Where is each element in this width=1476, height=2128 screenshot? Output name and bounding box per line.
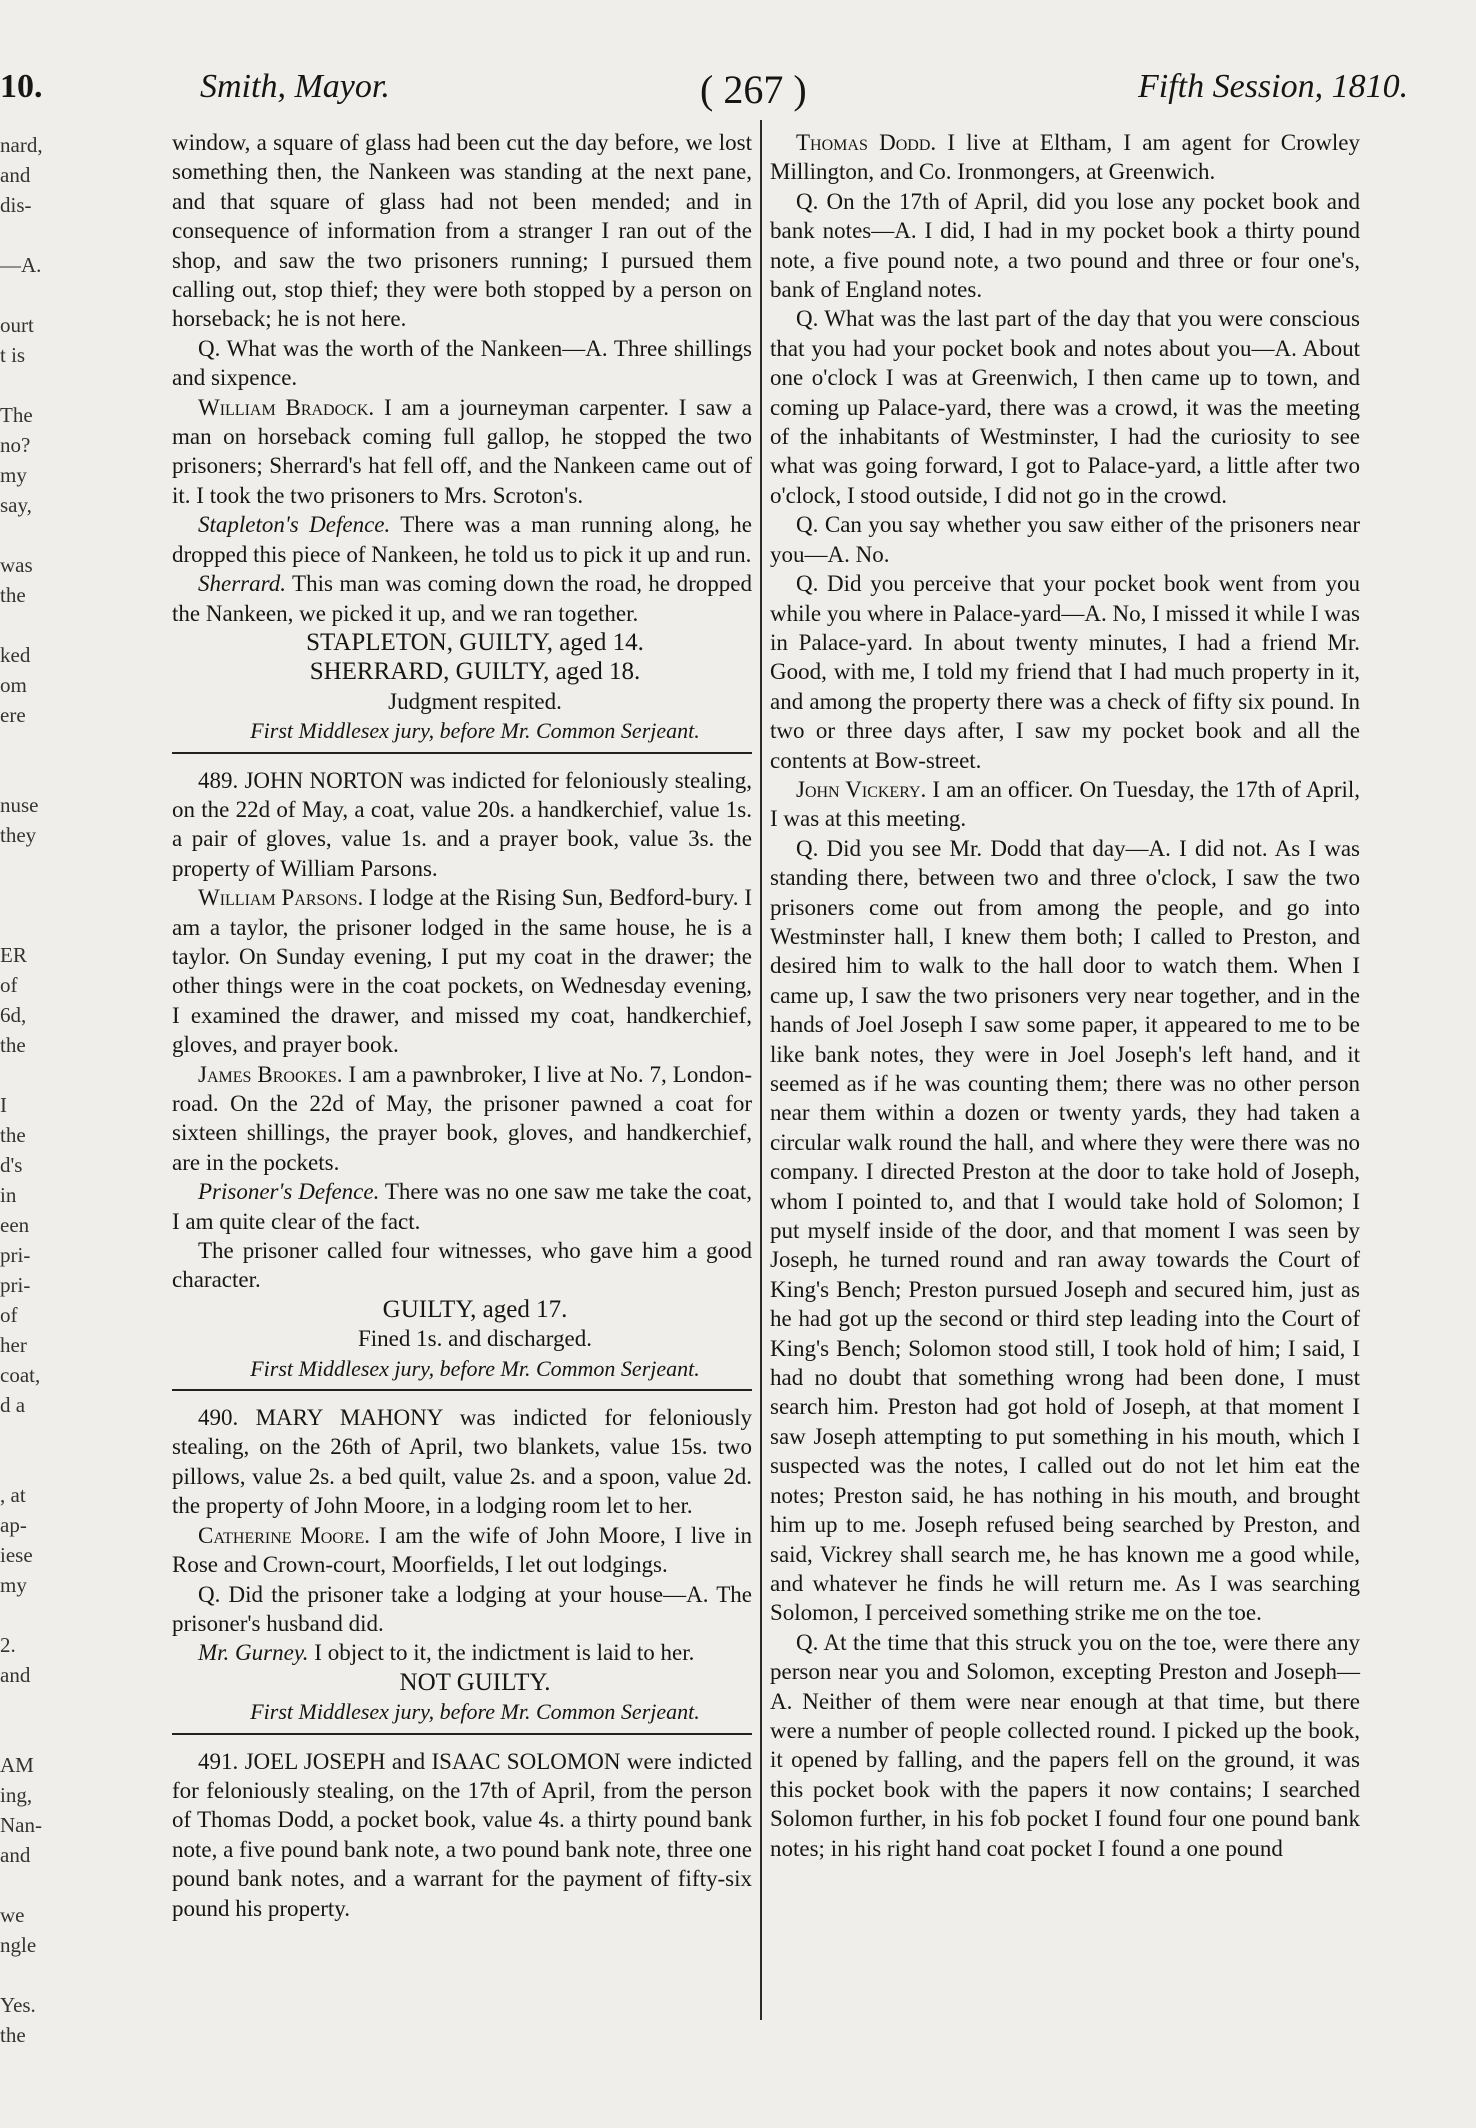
edge-fragment: in <box>0 1183 17 1207</box>
edge-fragment <box>0 1690 44 1720</box>
verdict: STAPLETON, GUILTY, aged 14. <box>306 628 644 656</box>
edge-fragment: ER <box>0 943 27 967</box>
indictment: 489. JOHN NORTON was indicted for feloniously stealing, on the 22d of May, a coat, value 20s. a handkerchief, value 1s. a pair of gloves, value 1s. and a prayer book, value 3s. the property of William Parsons. <box>172 767 752 881</box>
edge-fragment <box>0 1960 44 1990</box>
testimony <box>770 775 1360 834</box>
edge-fragment: pri- <box>0 1273 31 1297</box>
edge-fragment: ngle <box>0 1933 37 1957</box>
paragraph: Q. What was the worth of the Nankeen—A. Three shillings and sixpence. <box>172 335 752 391</box>
defence <box>172 1177 752 1236</box>
edge-fragment <box>0 910 44 940</box>
verdict: NOT GUILTY. <box>399 1668 551 1696</box>
witness-name: Catherine Moore. <box>198 1522 371 1548</box>
defence <box>172 510 752 569</box>
defence-text: There was a man running along, he dropped this piece of Nankeen, he told us to pick it up and run. <box>172 512 752 567</box>
edge-fragment: her <box>0 1333 27 1357</box>
edge-fragment: t is <box>0 343 26 367</box>
edge-fragment: pri- <box>0 1243 31 1267</box>
edge-fragment: 2. <box>0 1633 16 1657</box>
edge-fragment: of <box>0 1303 18 1327</box>
edge-fragment: say, <box>0 493 32 517</box>
edge-fragment <box>0 1720 44 1750</box>
edge-fragment <box>0 220 44 250</box>
edge-fragment: iese <box>0 1543 33 1567</box>
testimony-text: I lodge at the Rising Sun, Bedford-bury. I am a taylor, the prisoner lodged in the same house, he is a taylor. On Sunday evening, I put my coat in the drawer; the other things were in the coat pockets, on Wednesday evening, I examined the drawer, and missed my coat, handkerchief, gloves, and prayer book. <box>172 885 752 1058</box>
edge-fragment <box>0 370 44 400</box>
page-number: ( 267 ) <box>700 67 807 112</box>
objection-text: I object to it, the indictment is laid to her. <box>314 1640 695 1666</box>
paragraph: Q. Did the prisoner take a lodging at your house—A. The prisoner's husband did. <box>172 1581 752 1636</box>
edge-fragment: nard, <box>0 133 43 157</box>
edge-fragment: the <box>0 1033 26 1057</box>
edge-fragment <box>0 1420 44 1450</box>
defence-text: This man was coming down the road, he dropped the Nankeen, we picked it up, and we ran together. <box>172 571 752 626</box>
counsel-label: Mr. Gurney. <box>198 1640 309 1666</box>
edge-fragment <box>0 1060 44 1090</box>
edge-fragment: The <box>0 403 33 427</box>
edge-fragment: of <box>0 973 18 997</box>
edge-fragment: , at <box>0 1483 26 1507</box>
jury-line: First Middlesex jury, before Mr. Common Serjeant. <box>250 1699 700 1725</box>
testimony <box>172 1521 752 1580</box>
witness-name: William Parsons. <box>198 885 364 911</box>
edge-fragment: ked <box>0 643 31 667</box>
defence-label: Stapleton's Defence. <box>198 512 391 538</box>
objection <box>172 1638 752 1667</box>
edge-fragment: 6d, <box>0 1003 27 1027</box>
paragraph: window, a square of glass had been cut the day before, we lost something then, the Nankeen was standing at the next pane, and that square of glass had not been mended; and in consequence of information from a stranger I ran out of the shop, and saw the two prisoners running; I pursued them calling out, stop thief; they were both stopped by a person on horseback; he is not here. <box>172 130 752 332</box>
witness-name: James Brookes. <box>198 1061 343 1087</box>
prior-page-number: 10. <box>0 68 43 105</box>
edge-fragment: and <box>0 1843 31 1867</box>
verdict: SHERRARD, GUILTY, aged 18. <box>309 658 641 686</box>
jury-line: First Middlesex jury, before Mr. Common Serjeant. <box>250 1355 700 1381</box>
edge-fragment: d's <box>0 1153 23 1177</box>
edge-fragment <box>0 520 44 550</box>
page-header <box>0 58 1476 118</box>
edge-fragment <box>0 880 44 910</box>
edge-fragment: no? <box>0 433 31 457</box>
column-divider <box>760 120 762 2020</box>
testimony <box>770 128 1360 187</box>
testimony-text: I am a journeyman carpenter. I saw a man on horseback coming full gallop, he stopped the two prisoners; Sherrard's hat fell off, and the Nankeen came out of it. I took the two prisoners to Mrs. Scroton's. <box>172 394 753 508</box>
edge-fragment: een <box>0 1213 30 1237</box>
indictment: 490. MARY MAHONY was indicted for feloniously stealing, on the 26th of April, two blankets, value 15s. two pillows, value 2s. a bed quilt, value 2s. and a spoon, value 2d. the property of John Moore, in a lodging room let to her. <box>172 1405 752 1519</box>
edge-fragment <box>0 850 44 880</box>
edge-fragment: ap- <box>0 1513 27 1537</box>
witness-name: John Vickery. <box>796 776 927 802</box>
edge-fragment: we <box>0 1903 25 1927</box>
edge-fragment <box>0 760 44 790</box>
edge-fragment: Yes. <box>0 1993 36 2017</box>
edge-fragment <box>0 610 44 640</box>
edge-fragment: was <box>0 553 33 577</box>
edge-fragment: nuse <box>0 793 39 817</box>
edge-fragment: my <box>0 463 27 487</box>
witness-name: Thomas Dodd. <box>796 130 937 155</box>
edge-fragment: they <box>0 823 37 847</box>
testimony <box>172 1060 752 1178</box>
edge-fragment <box>0 280 44 310</box>
jury-line: First Middlesex jury, before Mr. Common Serjeant. <box>250 718 700 744</box>
testimony-text: I am a pawnbroker, I live at No. 7, London-road. On the 22d of May, the prisoner pawned a coat for sixteen shillings, the prayer book, gloves, and handkerchief, are in the pockets. <box>172 1061 752 1175</box>
testimony-text: I live at Eltham, I am agent for Crowley Millington, and Co. Ironmongers, at Greenwich. <box>770 130 1360 185</box>
testimony <box>172 883 752 1059</box>
edge-fragment: ing, <box>0 1783 33 1807</box>
section-rule <box>172 752 752 754</box>
edge-fragment: dis- <box>0 193 32 217</box>
edge-fragment: I <box>0 1093 7 1117</box>
left-column <box>172 128 752 2008</box>
edge-fragment: ourt <box>0 313 34 337</box>
edge-fragment: and <box>0 163 31 187</box>
paragraph: Q. Can you say whether you saw either of the prisoners near you—A. No. <box>770 512 1360 567</box>
edge-fragment <box>0 1450 44 1480</box>
edge-fragment: AM <box>0 1753 34 1777</box>
paragraph: Q. What was the last part of the day that you were conscious that you had your pocket book and notes about you—A. About one o'clock I was at Greenwich, I then came up to town, and coming up Palace-yard, there was a crowd, it was the meeting of the inhabitants of Westminster, I had the curiosity to see what was going forward, I got to Palace-yard, a little after two o'clock, I stood outside, I did not go in the crowd. <box>770 306 1360 508</box>
edge-fragment: the <box>0 1123 26 1147</box>
paragraph: Q. Did you perceive that your pocket book went from you while you where in Palace-yard—A. No, I missed it while I was in Palace-yard. In about twenty minutes, I had a friend Mr. Good, with me, I told my friend that I had much property in it, and among the property there was a check of fifty six pound. In two or three days after, I saw my pocket book and all the contents at Bow-street. <box>770 571 1360 773</box>
running-title: Smith, Mayor. <box>200 68 390 105</box>
edge-fragment: om <box>0 673 27 697</box>
edge-fragment: ere <box>0 703 26 727</box>
sentence: Fined 1s. and discharged. <box>357 1326 592 1352</box>
testimony-text: I am an officer. On Tuesday, the 17th of April, I was at this meeting. <box>770 776 1361 832</box>
defence <box>172 569 752 628</box>
sentence: Judgment respited. <box>388 688 562 714</box>
edge-fragment: the <box>0 583 26 607</box>
adjacent-page-edge <box>0 130 44 2047</box>
indictment: 491. JOEL JOSEPH and ISAAC SOLOMON were indicted for feloniously stealing, on the 17th of April, from the person of Thomas Dodd, a pocket book, value 4s. a thirty pound bank note, a five pound bank note, a two pound bank note, three one pound bank notes, and a warrant for the payment of fifty-six pound his property. <box>172 1748 752 1921</box>
paragraph: Q. At the time that this struck you on the toe, were there any person near you and Solomon, excepting Preston and Joseph—A. Neither of them were near enough at that time, but there were a number of people collected round. I picked up the book, it opened by falling, and the papers fell on the ground, it was this pocket book with the papers it now contains; I searched Solomon further, in his fob pocket I found four one pound bank notes; in his right hand coat pocket I found a one pound <box>770 1629 1360 1861</box>
session-title: Fifth Session, 1810. <box>1138 68 1409 105</box>
edge-fragment <box>0 730 44 760</box>
paragraph: Q. On the 17th of April, did you lose any pocket book and bank notes—A. I did, I had in my pocket book a thirty pound note, a five pound note, a two pound and three or four one's, bank of England notes. <box>770 188 1360 303</box>
testimony-text: I am the wife of John Moore, I live in Rose and Crown-court, Moorfields, I let out lodgings. <box>172 1522 752 1578</box>
edge-fragment: —A. <box>0 253 42 277</box>
paragraph: Q. Did you see Mr. Dodd that day—A. I did not. As I was standing there, between two and three o'clock, I saw the two prisoners come out from among the people, and go into Westminster hall, I knew them both; I called to Preston, and desired him to walk to the hall door to watch them. When I came up, I saw the two prisoners very near together, and in the hands of Joel Joseph I saw some paper, it appeared to me to be like bank notes, they were in Joel Joseph's left hand, and it seemed as if he was counting them; there was no other person near them within a dozen or twenty yards, they had taken a circular walk round the hall, and where they were there was no company. I directed Preston at the door to take hold of Joseph, whom I pointed to, and that I would take hold of Solomon; I put myself inside of the door, and that moment I was seen by Joseph, he turned round and ran away towards the Court of King's Bench; Preston pursued Joseph and secured him, just as he had got up the second or third step leading into the Court of King's Bench; Solomon stood still, I took hold of him; I said, I had no doubt that something wrong had been done, I must search him. Preston had got hold of Joseph, at that moment I saw Joseph attempting to put something in his mouth, which I suspected was the notes, I called out do not let him eat the notes; Preston said, he has nothing in his mouth, and brought him up to me. Joseph refused being searched by Preston, and said, Vickrey shall search me, he has known me a good while, and whatever he finds he will return me. As I was searching Solomon, I perceived something strike me on the toe. <box>770 835 1360 1626</box>
witness-name: William Bradock. <box>198 394 375 420</box>
paragraph: The prisoner called four witnesses, who gave him a good character. <box>172 1238 752 1293</box>
defence-label: Sherrard. <box>198 571 286 597</box>
edge-fragment <box>0 1600 44 1630</box>
edge-fragment: the <box>0 2023 26 2047</box>
section-rule <box>172 1389 752 1391</box>
defence-text: There was no one saw me take the coat, I am quite clear of the fact. <box>172 1179 752 1234</box>
edge-fragment: Nan- <box>0 1813 42 1837</box>
edge-fragment: my <box>0 1573 27 1597</box>
verdict: GUILTY, aged 17. <box>382 1295 568 1323</box>
defence-label: Prisoner's Defence. <box>198 1179 380 1205</box>
testimony <box>172 393 752 511</box>
edge-fragment: coat, <box>0 1363 41 1387</box>
edge-fragment: and <box>0 1663 31 1687</box>
edge-fragment: d a <box>0 1393 26 1417</box>
edge-fragment <box>0 1870 44 1900</box>
right-column <box>770 128 1360 2008</box>
section-rule <box>172 1733 752 1735</box>
